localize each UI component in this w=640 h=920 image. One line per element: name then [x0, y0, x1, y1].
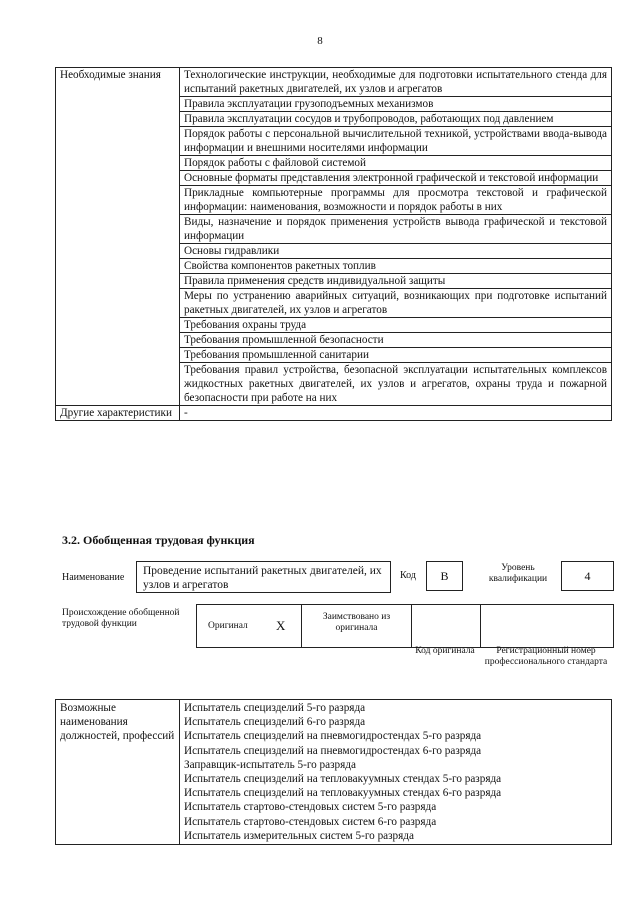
reg-number-caption: Регистрационный номер профессионального стандарта: [484, 646, 608, 667]
level-value: 4: [584, 569, 591, 583]
professions-table: [55, 699, 612, 845]
code-label: Код: [400, 570, 416, 581]
code-value-box: [426, 561, 463, 591]
knowledge-item: Требования промышленной безопасности: [180, 333, 612, 348]
other-characteristics-value: -: [180, 406, 612, 421]
knowledge-item: Требования промышленной санитарии: [180, 348, 612, 363]
knowledge-item: Правила эксплуатации сосудов и трубопроводов, работающих под давлением: [180, 112, 612, 127]
original-box: [196, 604, 302, 648]
knowledge-table: [55, 67, 612, 421]
origin-code-caption: Код оригинала: [415, 646, 475, 656]
other-characteristics-label: Другие характеристики: [56, 406, 180, 421]
knowledge-item: Порядок работы с файловой системой: [180, 156, 612, 171]
profession-item: Заправщик-испытатель 5-го разряда: [184, 758, 356, 771]
profession-item: Испытатель стартово-стендовых систем 6-го разряда: [184, 815, 437, 828]
profession-item: Испытатель специзделий на тепловакуумных стендах 5-го разряда: [184, 773, 502, 786]
origin-label: Происхождение обобщенной трудовой функции: [62, 608, 180, 629]
knowledge-item: Требования правил устройства, безопасной эксплуатации испытательных комплексов жидкостных ракетных двигателей, их узлов и агрегатов, охраны труда и пожарной безопасности при работе на них: [180, 363, 612, 406]
knowledge-item: Основные форматы представления электронной графической и текстовой информации: [180, 171, 612, 186]
section-title: 3.2. Обобщенная трудовая функция: [62, 533, 255, 547]
knowledge-item: Свойства компонентов ракетных топлив: [180, 259, 612, 274]
origin-code-box: [411, 604, 481, 648]
original-mark: X: [276, 618, 286, 633]
profession-item: Испытатель специзделий 5-го разряда: [184, 702, 366, 714]
profession-item: Испытатель специзделий на тепловакуумных стендах 6-го разряда: [184, 787, 502, 800]
name-value-box: [136, 561, 391, 593]
professions-label: Возможные наименования должностей, профессий: [56, 700, 180, 845]
knowledge-label: Необходимые знания: [56, 68, 180, 406]
profession-item: Испытатель специзделий 6-го разряда: [184, 716, 366, 729]
profession-item: Испытатель стартово-стендовых систем 5-го разряда: [184, 801, 437, 814]
knowledge-item: Правила применения средств индивидуальной защиты: [180, 274, 612, 289]
knowledge-item: Основы гидравлики: [180, 244, 612, 259]
knowledge-item: Требования охраны труда: [180, 318, 612, 333]
level-value-box: [561, 561, 614, 591]
code-value: B: [440, 569, 449, 583]
knowledge-item: Порядок работы с персональной вычислительной техникой, устройствами ввода-вывода информации и внешними носителями информации: [180, 127, 612, 156]
knowledge-item: Прикладные компьютерные программы для просмотра текстовой и графической информации: наименования, возможности и порядок работы в них: [180, 186, 612, 215]
profession-item: Испытатель специзделий на пневмогидростендах 6-го разряда: [184, 744, 482, 757]
reg-number-box: [480, 604, 614, 648]
page-number: 8: [317, 35, 323, 47]
name-value: Проведение испытаний ракетных двигателей, их узлов и агрегатов: [143, 565, 382, 591]
level-label: Уровень квалификации: [488, 563, 548, 584]
knowledge-item: Правила эксплуатации грузоподъемных механизмов: [180, 97, 612, 112]
profession-item: Испытатель специзделий на пневмогидростендах 5-го разряда: [184, 730, 482, 743]
professions-list: [180, 700, 612, 845]
knowledge-item: Технологические инструкции, необходимые для подготовки испытательного стенда для испытаний ракетных двигателей, их узлов и агрегатов: [180, 68, 612, 97]
knowledge-item: Меры по устранению аварийных ситуаций, возникающих при подготовке испытаний ракетных двигателей, их узлов и агрегатов: [180, 289, 612, 318]
name-label: Наименование: [62, 572, 125, 583]
borrowed-box: [301, 604, 412, 648]
original-label: Оригинал: [208, 621, 248, 631]
borrowed-label: Заимствовано из оригинала: [322, 612, 391, 633]
knowledge-item: Виды, назначение и порядок применения устройств вывода графической и текстовой информации: [180, 215, 612, 244]
profession-item: Испытатель измерительных систем 5-го разряда: [184, 829, 414, 842]
